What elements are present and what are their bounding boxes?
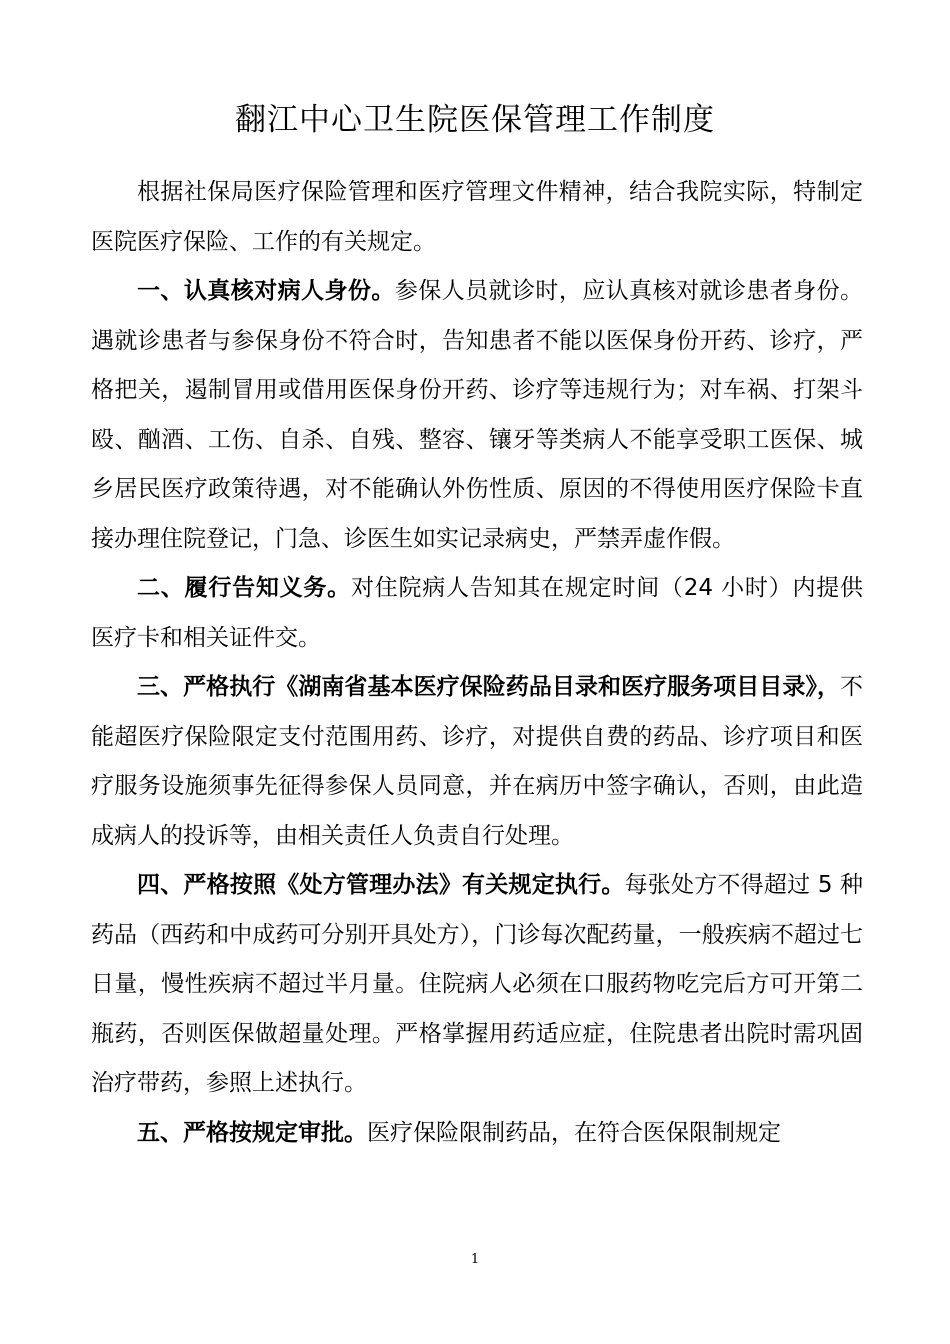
section-text: 不能超医疗保险限定支付范围用药、诊疗，对提供自费的药品、诊疗项目和医疗服务设施须事先征得参保人员同意，并在病历中签字确认，否则，由此造成病人的投诉等，由相关责任人负责自行处理。 (91, 674, 863, 849)
section-paragraph-2 (91, 564, 863, 663)
document-title: 翻江中心卫生院医保管理工作制度 (235, 102, 715, 138)
document-body (91, 168, 863, 1158)
section-text: 参保人员就诊时，应认真核对就诊患者身份。遇就诊患者与参保身份不符合时，告知患者不能以医保身份开药、诊疗，严格把关，遏制冒用或借用医保身份开药、诊疗等违规行为；对车祸、打架斗殴、酗酒、工伤、自杀、自残、整容、镶牙等类病人不能享受职工医保、城乡居民医疗政策待遇，对不能确认外伤性质、原因的不得使用医疗保险卡直接办理住院登记，门急、诊医生如实记录病史，严禁弄虚作假。 (91, 278, 864, 552)
section-heading: 四、严格按照《处方管理办法》有关规定执行。 (137, 872, 625, 898)
section-text: 对住院病人告知其在规定时间（24 小时）内提供医疗卡和相关证件交。 (91, 575, 864, 651)
section-text: 医疗保险限制药品，在符合医保限制规定 (367, 1119, 781, 1146)
section-heading: 二、履行告知义务。 (137, 575, 351, 601)
section-heading: 三、严格执行《湖南省基本医疗保险药品目录和医疗服务项目目录》， (137, 674, 840, 700)
section-heading: 一、认真核对病人身份。 (137, 278, 395, 304)
section-paragraph-1 (91, 267, 863, 564)
section-text: 每张处方不得超过 5 种药品（西药和中成药可分别开具处方），门诊每次配药量，一般疾病不超过七日量，慢性疾病不超过半月量。住院病人必须在口服药物吃完后方可开第二瓶药，否则医保做超量处理。严格掌握用药适应症，住院患者出院时需巩固治疗带药，参照上述执行。 (91, 872, 863, 1096)
intro-paragraph: 根据社保局医疗保险管理和医疗管理文件精神，结合我院实际，特制定医院医疗保险、工作的有关规定。 (91, 179, 863, 255)
section-paragraph-4 (91, 861, 863, 1109)
section-heading: 五、严格按规定审批。 (137, 1119, 367, 1146)
page-number: 1 (470, 1252, 480, 1267)
section-paragraph-5 (91, 1109, 863, 1159)
section-paragraph-3 (91, 663, 863, 861)
